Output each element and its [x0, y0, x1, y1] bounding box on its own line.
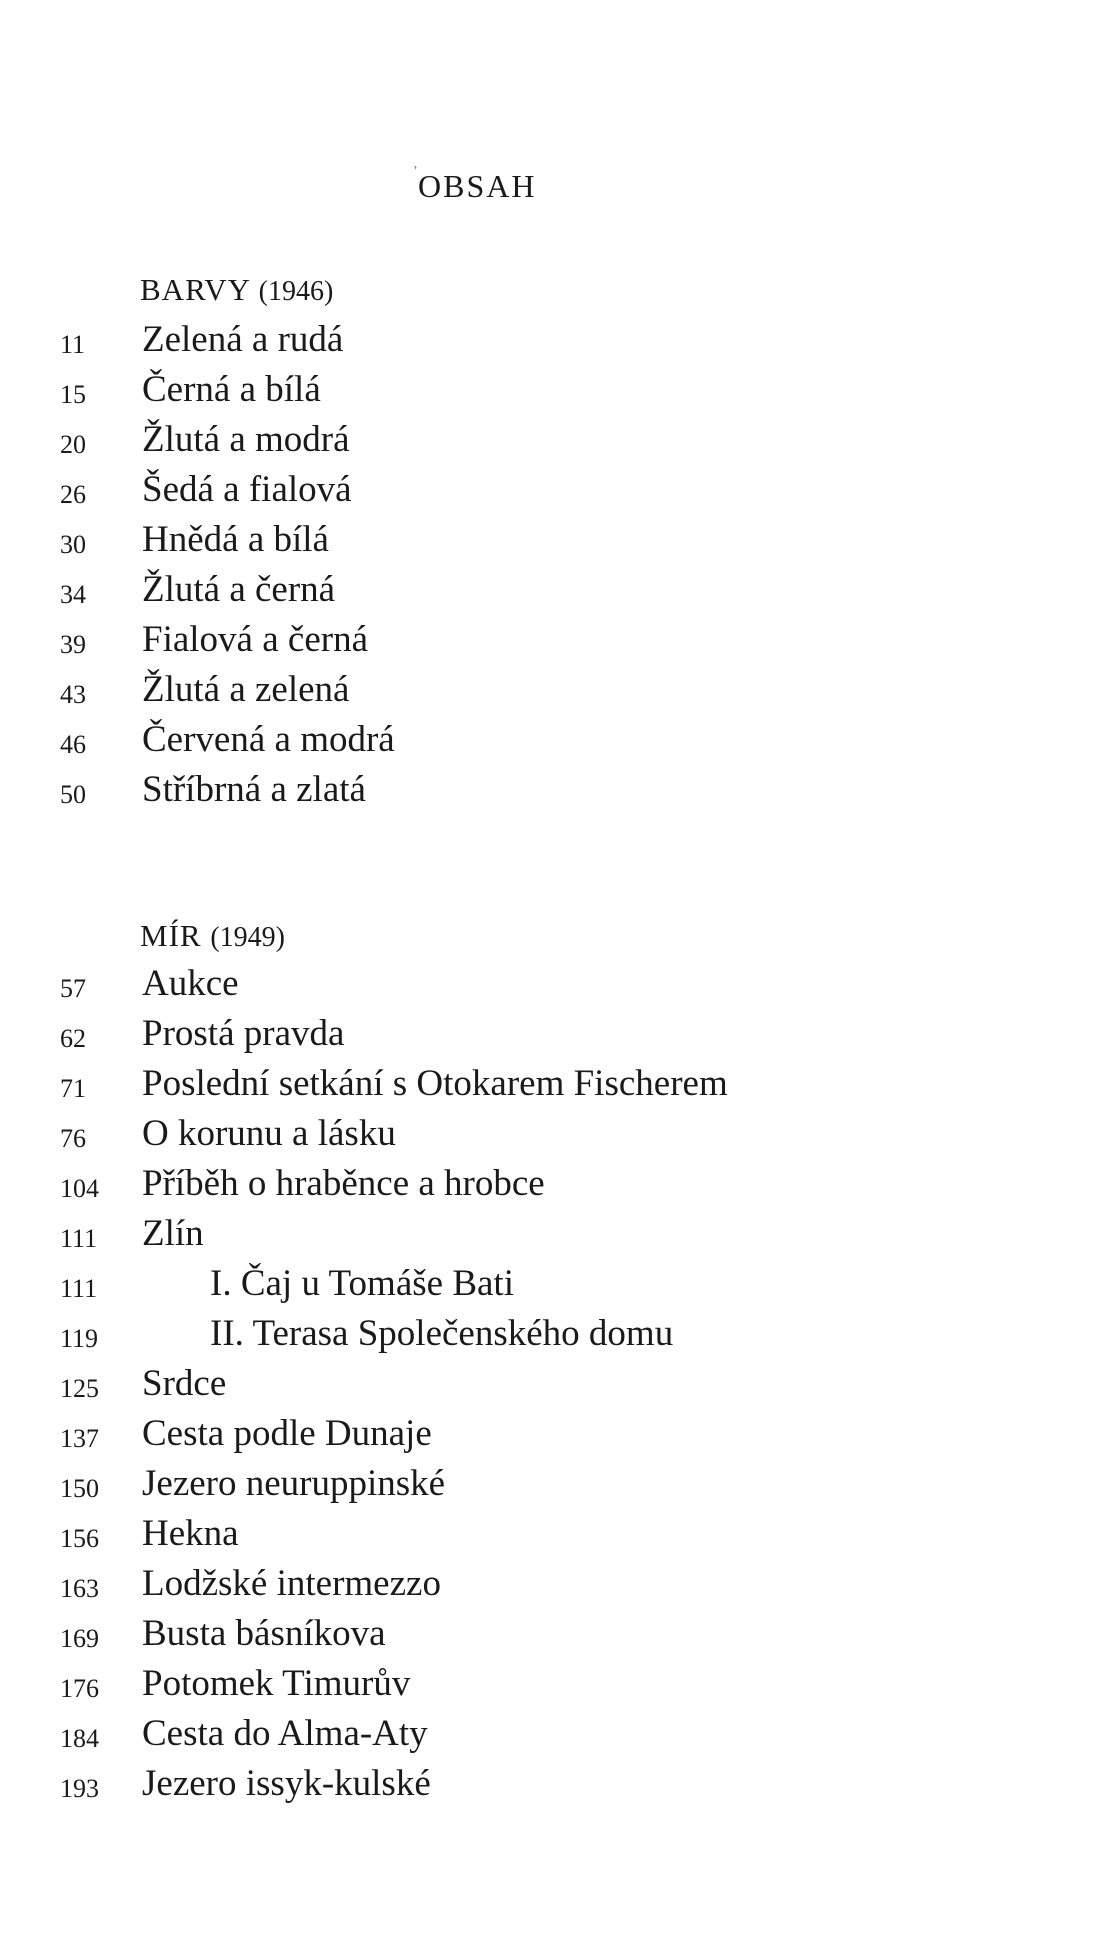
toc-page-number: 43: [60, 680, 86, 709]
toc-entry: [0, 1762, 1000, 1812]
toc-entry-title: Černá a bílá: [142, 369, 321, 410]
toc-entry: [0, 1212, 1000, 1262]
toc-page-number: 62: [60, 1024, 86, 1053]
toc-entry-title: Prostá pravda: [142, 1013, 345, 1054]
toc-entry-title: Cesta podle Dunaje: [142, 1413, 432, 1454]
toc-entry-title: Cesta do Alma-Aty: [142, 1713, 428, 1754]
toc-entry-title: I. Čaj u Tomáše Bati: [210, 1263, 514, 1304]
toc-page-number: 156: [60, 1524, 99, 1553]
toc-entry-title: Stříbrná a zlatá: [142, 769, 366, 810]
section-year: (1946): [258, 276, 334, 307]
toc-page-number: 169: [60, 1624, 99, 1653]
toc-entry-title: Jezero neuruppinské: [142, 1463, 446, 1504]
toc-entry: [0, 768, 1000, 818]
toc-entry: [0, 1062, 1000, 1112]
section-heading-mir: [140, 918, 285, 954]
toc-page-number: 39: [60, 630, 86, 659]
toc-entry: [0, 1712, 1000, 1762]
toc-entry-title: Žlutá a modrá: [142, 419, 350, 460]
toc-page-number: 150: [60, 1474, 99, 1503]
toc-entry-title: Zlín: [142, 1213, 204, 1254]
toc-entry-title: Žlutá a černá: [142, 569, 336, 610]
toc-entry-title: Fialová a černá: [142, 619, 368, 660]
toc-entry: [0, 962, 1000, 1012]
toc-entry: [0, 1512, 1000, 1562]
toc-entry: [0, 1612, 1000, 1662]
toc-entry-title: Příběh o hraběnce a hrobce: [142, 1163, 545, 1204]
toc-page-number: 71: [60, 1074, 86, 1103]
toc-entry-title: Busta básníkova: [142, 1613, 386, 1654]
toc-entry-title: O korunu a lásku: [142, 1113, 396, 1154]
toc-entry-title: Šedá a fialová: [142, 469, 352, 510]
toc-entry: [0, 1162, 1000, 1212]
toc-entry: [0, 618, 1000, 668]
toc-entry: [0, 1362, 1000, 1412]
toc-page-number: 163: [60, 1574, 99, 1603]
toc-page-number: 104: [60, 1174, 99, 1203]
toc-subentry: [0, 1312, 1000, 1362]
pencil-mark: ʼ: [413, 164, 418, 179]
toc-page-number: 57: [60, 974, 86, 1003]
toc-entry: [0, 1412, 1000, 1462]
toc-entry: [0, 1562, 1000, 1612]
toc-entry-title: II. Terasa Společenského domu: [210, 1313, 674, 1354]
toc-subentry: [0, 1262, 1000, 1312]
toc-page-number: 34: [60, 580, 86, 609]
toc-list-barvy: [0, 318, 1000, 818]
toc-entry-title: Srdce: [142, 1363, 227, 1404]
toc-list-mir: [0, 962, 1000, 1812]
toc-entry: [0, 1462, 1000, 1512]
toc-page-number: 125: [60, 1374, 99, 1403]
toc-page-number: 26: [60, 480, 86, 509]
toc-entry: [0, 1662, 1000, 1712]
toc-page-number: 119: [60, 1324, 99, 1353]
toc-entry: [0, 718, 1000, 768]
page-title: OBSAH: [418, 168, 537, 204]
toc-page-number: 184: [60, 1724, 99, 1753]
toc-entry: [0, 468, 1000, 518]
toc-entry: [0, 568, 1000, 618]
toc-entry: [0, 318, 1000, 368]
toc-entry: [0, 1112, 1000, 1162]
toc-entry-title: Zelená a rudá: [142, 319, 344, 360]
toc-entry-title: Lodžské intermezzo: [142, 1563, 441, 1604]
toc-page-number: 176: [60, 1674, 99, 1703]
toc-entry-title: Potomek Timurův: [142, 1663, 411, 1704]
toc-page-number: 76: [60, 1124, 86, 1153]
toc-page-number: 20: [60, 430, 86, 459]
toc-page-number: 30: [60, 530, 86, 559]
toc-entry: [0, 518, 1000, 568]
toc-page-number: 193: [60, 1774, 99, 1803]
toc-page-number: 137: [60, 1424, 99, 1453]
toc-entry-title: Aukce: [142, 963, 239, 1004]
toc-page-number: 46: [60, 730, 86, 759]
toc-entry-title: Poslední setkání s Otokarem Fischerem: [142, 1063, 728, 1104]
toc-page-number: 111: [60, 1274, 98, 1303]
toc-entry: [0, 1012, 1000, 1062]
toc-entry: [0, 668, 1000, 718]
section-year: (1949): [210, 922, 285, 953]
toc-entry: [0, 418, 1000, 468]
section-heading-barvy: [140, 272, 333, 308]
toc-page-number: 50: [60, 780, 86, 809]
toc-entry-title: Hekna: [142, 1513, 239, 1554]
toc-page-number: 11: [60, 330, 86, 359]
toc-entry-title: Červená a modrá: [142, 719, 395, 760]
section-name: MÍR: [140, 918, 202, 953]
toc-page-number: 15: [60, 380, 86, 409]
toc-entry-title: Hnědá a bílá: [142, 519, 329, 560]
toc-entry-title: Jezero issyk-kulské: [142, 1763, 431, 1804]
section-name: BARVY: [140, 272, 250, 307]
toc-entry: [0, 368, 1000, 418]
toc-page-number: 111: [60, 1224, 98, 1253]
toc-entry-title: Žlutá a zelená: [142, 669, 350, 710]
